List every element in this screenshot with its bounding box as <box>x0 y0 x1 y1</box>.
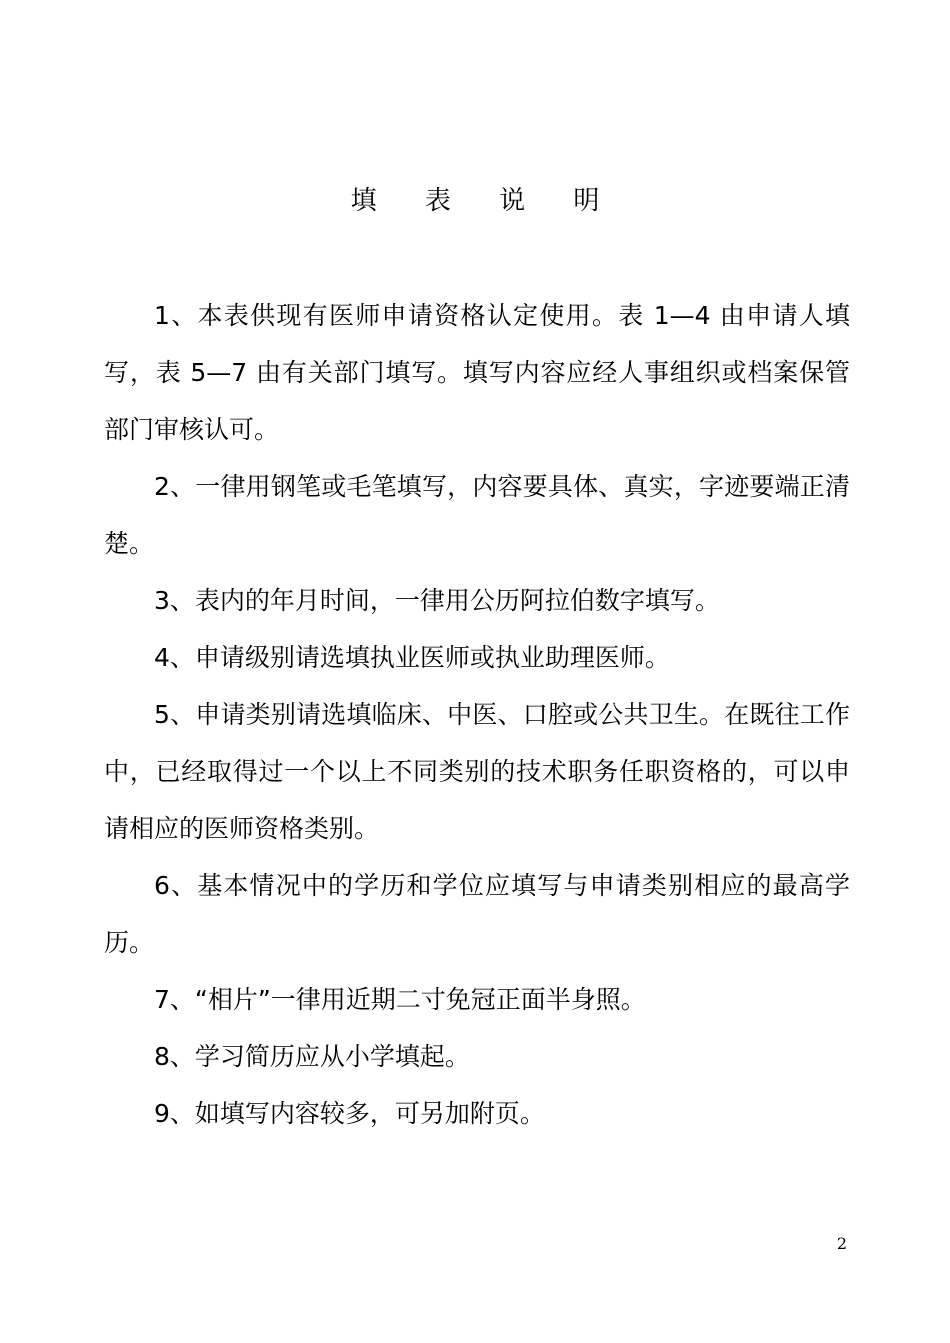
instruction-list <box>104 287 850 1142</box>
instruction-item-8: 8、学习简历应从小学填起。 <box>154 1042 470 1071</box>
page-title: 填 表 说 明 <box>350 186 620 216</box>
instruction-item-1: 1、本表供现有医师申请资格认定使用。表 1—4 由申请人填写，表 5—7 由有关部门填写。填写内容应经人事组织或档案保管部门审核认可。 <box>104 301 850 444</box>
instruction-item-9: 9、如填写内容较多，可另加附页。 <box>154 1099 545 1128</box>
instruction-item-7: 7、“相片”一律用近期二寸免冠正面半身照。 <box>154 985 646 1014</box>
instruction-item-3: 3、表内的年月时间，一律用公历阿拉伯数字填写。 <box>154 586 720 615</box>
page-number: 2 <box>836 1234 847 1253</box>
instruction-item-6: 6、基本情况中的学历和学位应填写与申请类别相应的最高学历。 <box>104 871 850 957</box>
instruction-item-5: 5、申请类别请选填临床、中医、口腔或公共卫生。在既往工作中，已经取得过一个以上不同类别的技术职务任职资格的，可以申请相应的医师资格类别。 <box>104 700 850 843</box>
instruction-item-2: 2、一律用钢笔或毛笔填写，内容要具体、真实，字迹要端正清楚。 <box>104 472 850 558</box>
instruction-item-4: 4、申请级别请选填执业医师或执业助理医师。 <box>154 643 670 672</box>
